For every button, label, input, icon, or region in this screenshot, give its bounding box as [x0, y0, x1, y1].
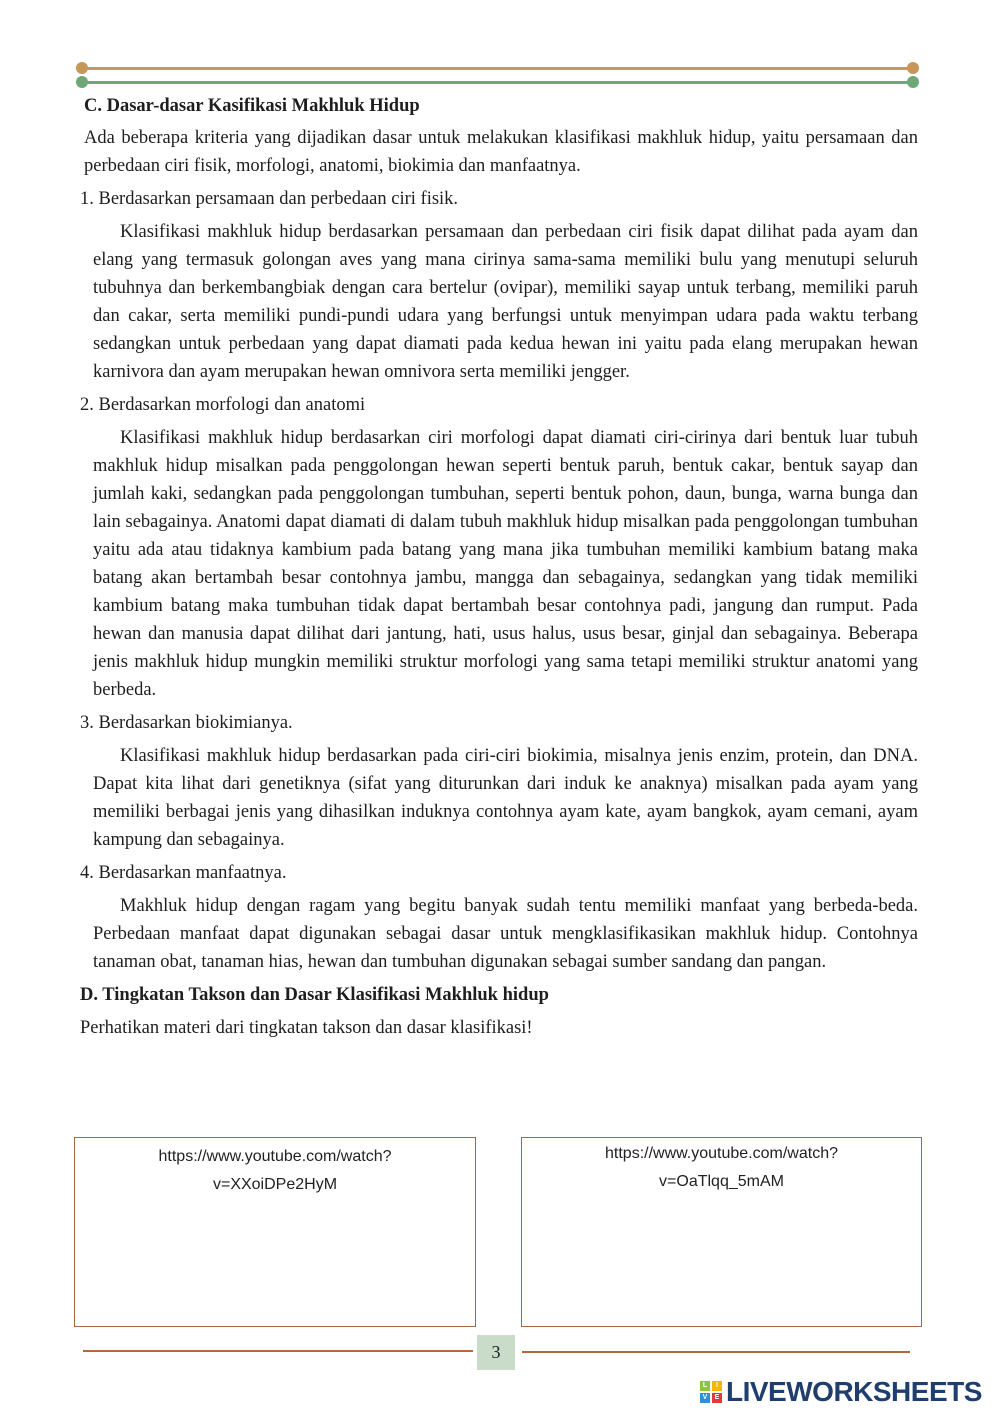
criteria-item-1-body: Klasifikasi makhluk hidup berdasarkan persamaan dan perbedaan ciri fisik dapat dilihat pada ayam dan elang yang termasuk golongan aves yang mana cirinya sama-sama memiliki bulu yang menutupi seluruh tubuhnya dan berkembangbiak dengan cara bertelur (ovipar), memiliki sayap untuk terbang, memiliki paruh dan cakar, serta memiliki pundi-pundi udara yang berfungsi untuk menyimpan udara pada waktu terbang sedangkan untuk perbedaan yang dapat diamati pada kedua hewan ini yaitu pada elang merupakan hewan karnivora dan ayam merupakan hewan omnivora serta memiliki jengger.	[93, 222, 918, 382]
video-box-2[interactable]	[521, 1137, 922, 1327]
criteria-item-3-title: 3. Berdasarkan biokimianya.	[80, 713, 293, 733]
footer-rule-right	[522, 1351, 910, 1353]
criteria-item-2-body: Klasifikasi makhluk hidup berdasarkan ciri morfologi dapat diamati ciri-cirinya dari bentuk luar tubuh makhluk hidup misalkan pada penggolongan hewan seperti bentuk paruh, bentuk cakar, bentuk sayap dan jumlah kaki, sedangkan pada penggolongan tumbuhan, seperti bentuk pohon, daun, bunga, warna bunga dan lain sebagainya. Anatomi dapat diamati di dalam tubuh makhluk hidup misalkan pada penggolongan tumbuhan yaitu ada atau tidaknya kambium pada batang yang mana jika tumbuhan memiliki kambium batang maka batang akan bertambah besar contohnya jambu, mangga dan sebagainya, sedangkan yang tidak memiliki kambium batang maka tumbuhan tidak dapat bertambah besar contohnya padi, jangung dan rumput. Pada hewan dan manusia dapat dilihat dari jantung, hati, usus halus, usus besar, ginjal dan sebagainya. Beberapa jenis makhluk hidup mungkin memiliki struktur morfologi yang sama tetapi memiliki struktur anatomi yang berbeda.	[93, 428, 918, 700]
logo-square-e: E	[712, 1393, 722, 1403]
logo-text: LIVEWORKSHEETS	[726, 1376, 982, 1407]
video-box-1[interactable]	[74, 1137, 476, 1327]
video-box-2-url-line1[interactable]: https://www.youtube.com/watch?	[605, 1145, 838, 1162]
logo-square-l: L	[700, 1381, 710, 1391]
criteria-item-4-body: Makhluk hidup dengan ragam yang begitu banyak sudah tentu memiliki manfaat yang berbeda-beda. Perbedaan manfaat dapat digunakan sebagai dasar untuk mengklasifikasikan makhluk hidup. Contohnya tanaman obat, tanaman hias, hewan dan tumbuhan digunakan sebagai sumber sandang dan pangan.	[93, 896, 918, 972]
section-c-heading: C. Dasar-dasar Kasifikasi Makhluk Hidup	[84, 96, 420, 116]
video-box-2-url-line2[interactable]: v=OaTlqq_5mAM	[659, 1173, 784, 1190]
video-box-1-url-line2[interactable]: v=XXoiDPe2HyM	[212, 1176, 338, 1193]
footer-rule-left	[83, 1350, 473, 1352]
logo-square-i: I	[712, 1381, 722, 1391]
video-box-1-url-line1[interactable]: https://www.youtube.com/watch?	[158, 1148, 392, 1165]
liveworksheets-logo[interactable]	[700, 1376, 982, 1408]
top-green-dot-left	[76, 76, 88, 88]
criteria-item-1-title: 1. Berdasarkan persamaan dan perbedaan ciri fisik.	[80, 189, 459, 209]
criteria-item-2-title: 2. Berdasarkan morfologi dan anatomi	[80, 395, 366, 415]
top-green-dot-right	[907, 76, 919, 88]
live-squares-icon	[700, 1381, 722, 1403]
criteria-item-4-title: 4. Berdasarkan manfaatnya.	[80, 863, 287, 883]
logo-square-v: V	[700, 1393, 710, 1403]
section-d-heading: D. Tingkatan Takson dan Dasar Klasifikasi Makhluk hidup	[80, 985, 549, 1005]
document-body	[80, 92, 918, 1042]
top-orange-rule	[84, 67, 914, 70]
criteria-item-3-body: Klasifikasi makhluk hidup berdasarkan pada ciri-ciri biokimia, misalnya jenis enzim, protein, dan DNA. Dapat kita lihat dari genetiknya (sifat yang diturunkan dari induk ke anaknya) misalkan pada ayam yang memiliki berbagai jenis yang dihasilkan induknya contohnya ayam kate, ayam bangkok, ayam cemani, ayam kampung dan sebagainya.	[93, 746, 918, 850]
top-orange-dot-left	[76, 62, 88, 74]
top-orange-dot-right	[907, 62, 919, 74]
page-number: 3	[477, 1335, 515, 1370]
section-c-intro: Ada beberapa kriteria yang dijadikan dasar untuk melakukan klasifikasi makhluk hidup, yaitu persamaan dan perbedaan ciri fisik, morfologi, anatomi, biokimia dan manfaatnya.	[84, 128, 918, 176]
top-green-rule	[84, 81, 914, 84]
section-d-instruction: Perhatikan materi dari tingkatan takson dan dasar klasifikasi!	[80, 1018, 533, 1038]
